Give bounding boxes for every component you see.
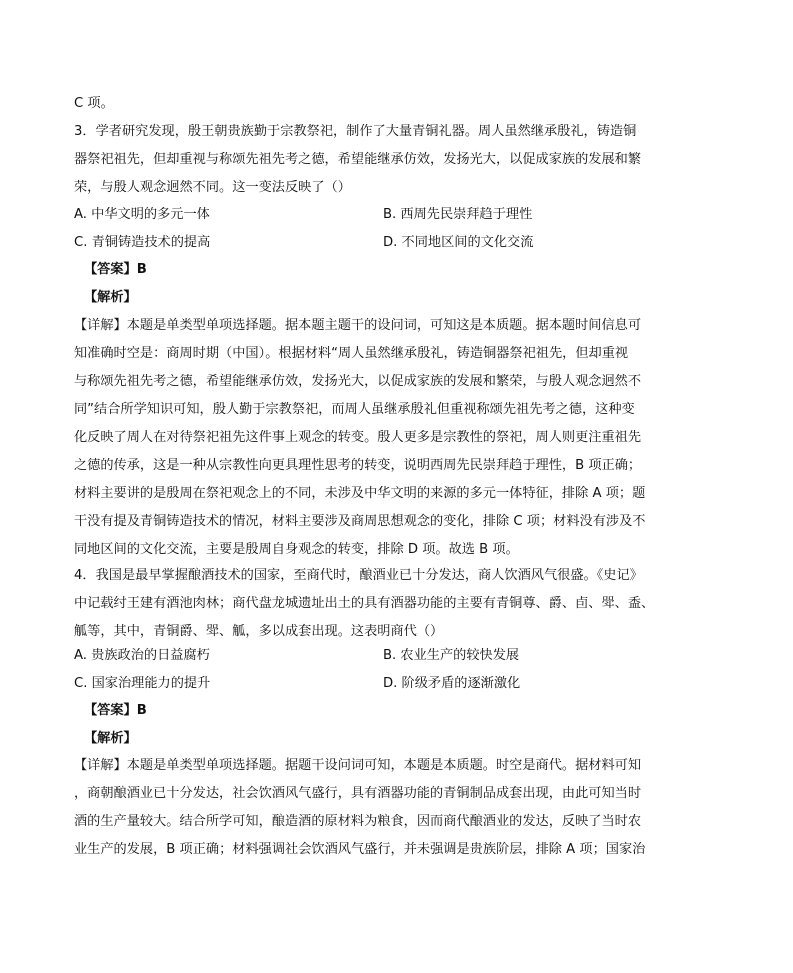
analysis-label: 【解析】 (84, 290, 137, 305)
analysis-line: 之德的传承，这是一种从宗教性向更具理性思考的转变，说明西周先民崇拜趋于理性，B 项正确； (74, 458, 642, 473)
analysis-line: 同”结合所学知识可知，殷人勤于宗教祭祀，而周人虽继承殷礼但重视称颂先祖先考之德，这种变 (74, 402, 635, 417)
analysis-line: 【详解】本题是单类型单项选择题。据本题主题干的设问词，可知这是本质题。据本题时间信息可 (74, 318, 642, 333)
analysis-line: ，商朝酿酒业已十分发达，社会饮酒风气盛行，具有酒器功能的青铜制品成套出现，由此可知当时 (74, 786, 642, 801)
question-stem-line: 中记载纣王建有酒池肉林；商代盘龙城遗址出土的具有酒器功能的主要有青铜尊、爵、卣、斝、盉、 (74, 596, 655, 611)
question-stem-line: 觚等，其中，青铜爵、斝、觚，多以成套出现。这表明商代（） (74, 624, 444, 639)
option-a: A. 贵族政治的日益腐朽 (74, 648, 210, 663)
question-stem-line: 器祭祀祖先，但却重视与称颂先祖先考之德，希望能继承仿效，发扬光大，以促成家族的发展和繁 (74, 152, 642, 167)
analysis-line: 知准确时空是：商周时期（中国）。根据材料“周人虽然继承殷礼，铸造铜器祭祀祖先，但却重视 (74, 346, 629, 361)
option-c: C. 国家治理能力的提升 (74, 676, 211, 691)
option-d: D. 不同地区间的文化交流 (383, 235, 534, 250)
analysis-line: 【详解】本题是单类型单项选择题。据题干设问词可知，本题是本质题。时空是商代。据材料可知 (74, 758, 642, 773)
analysis-line: 酒的生产量较大。结合所学可知，酿造酒的原材料为粮食，因而商代酿酒业的发达，反映了当时农 (74, 814, 642, 829)
analysis-line: 业生产的发展，B 项正确；材料强调社会饮酒风气盛行，并未强调是贵族阶层，排除 A 项；国家治 (74, 842, 646, 857)
option-a: A. 中华文明的多元一体 (74, 207, 210, 222)
analysis-line: 化反映了周人在对待祭祀祖先这件事上观念的转变。殷人更多是宗教性的祭祀，周人则更注重祖先 (74, 430, 642, 445)
analysis-line: 材料主要讲的是殷周在祭祀观念上的不同，未涉及中华文明的来源的多元一体特征，排除 A 项；题 (74, 486, 646, 501)
option-d: D. 阶级矛盾的逐渐激化 (383, 676, 521, 691)
previous-answer-tail: C 项。 (74, 96, 114, 111)
question-stem-line: 4．我国是最早掌握酿酒技术的国家，至商代时，酿酒业已十分发达，商人饮酒风气很盛。《史记》 (74, 568, 643, 583)
analysis-label: 【解析】 (84, 731, 137, 746)
question-stem-line: 3．学者研究发现，殷王朝贵族勤于宗教祭祀，制作了大量青铜礼器。周人虽然继承殷礼，铸造铜 (74, 124, 637, 139)
question-stem-line: 荣，与殷人观念迥然不同。这一变法反映了（） (74, 180, 351, 195)
analysis-line: 干没有提及青铜铸造技术的情况，材料主要涉及商周思想观念的变化，排除 C 项；材料没有涉及不 (74, 514, 646, 529)
analysis-line: 同地区间的文化交流，主要是殷周自身观念的转变，排除 D 项。故选 B 项。 (74, 542, 519, 557)
option-b: B. 西周先民崇拜趋于理性 (383, 207, 533, 222)
answer-label: 【答案】B (84, 262, 147, 277)
option-b: B. 农业生产的较快发展 (383, 648, 520, 663)
analysis-line: 与称颂先祖先考之德，希望能继承仿效，发扬光大，以促成家族的发展和繁荣，与殷人观念迥然不 (74, 374, 642, 389)
answer-label: 【答案】B (84, 703, 147, 718)
option-c: C. 青铜铸造技术的提高 (74, 235, 211, 250)
